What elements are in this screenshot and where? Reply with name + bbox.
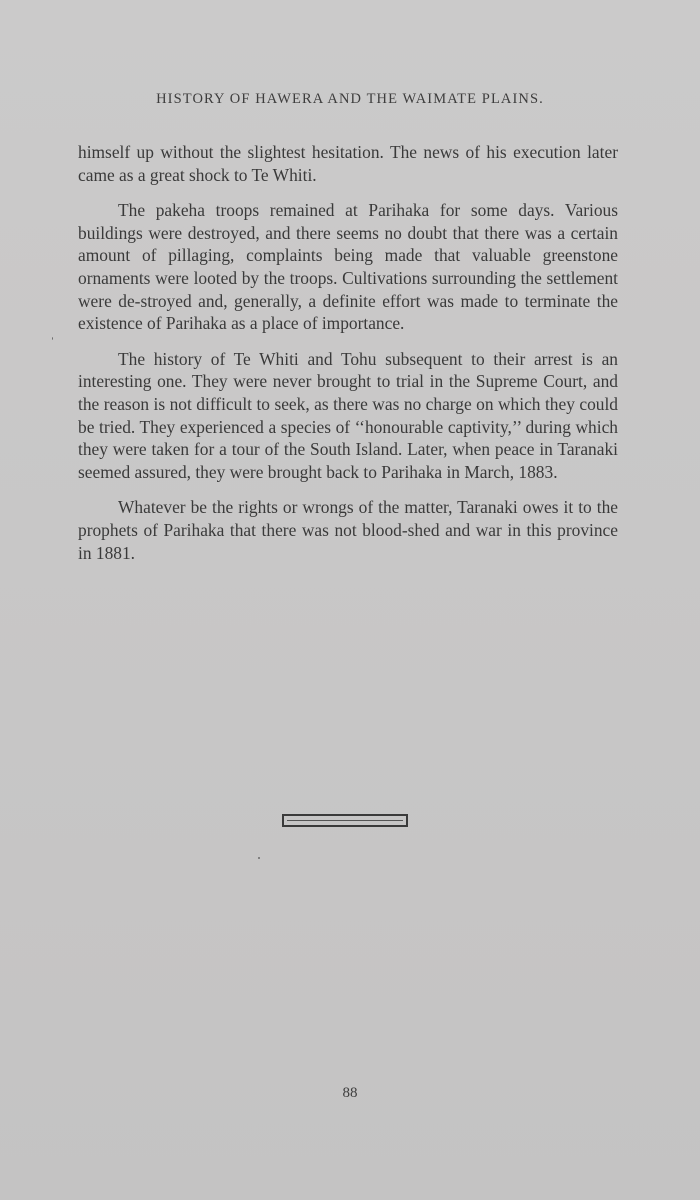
paper-speck — [258, 857, 260, 859]
section-end-ornament — [282, 814, 408, 827]
paragraph-1: himself up without the slightest hesitation. The news of his execution later came as a great shock to Te Whiti. — [78, 142, 618, 185]
paper-speck — [52, 337, 53, 340]
body-text — [78, 141, 618, 577]
running-header: HISTORY OF HAWERA AND THE WAIMATE PLAINS. — [156, 91, 544, 107]
paragraph-3: The history of Te Whiti and Tohu subsequent to their arrest is an interesting one. They were never brought to trial in the Supreme Court, and the reason is not difficult to seek, as there was no charge on which they could be tried. They experienced a species of ‘‘honourable captivity,’’ during which they were taken for a tour of the South Island. Later, when peace in Taranaki seemed assured, they were brought back to Parihaka in March, 1883. — [78, 348, 618, 482]
page-number: 88 — [342, 1085, 358, 1101]
paragraph-2: The pakeha troops remained at Parihaka for some days. Various buildings were destroyed, and there seems no doubt that there was a certain amount of pillaging, complaints being made that valuable greenstone ornaments were looted by the troops. Cultivations surrounding the settlement were de-stroyed and, generally, a definite effort was made to terminate the existence of Parihaka as a place of importance. — [78, 200, 618, 334]
paragraph-4: Whatever be the rights or wrongs of the matter, Taranaki owes it to the prophets of Parihaka that there was not blood-shed and war in this province in 1881. — [78, 497, 618, 563]
